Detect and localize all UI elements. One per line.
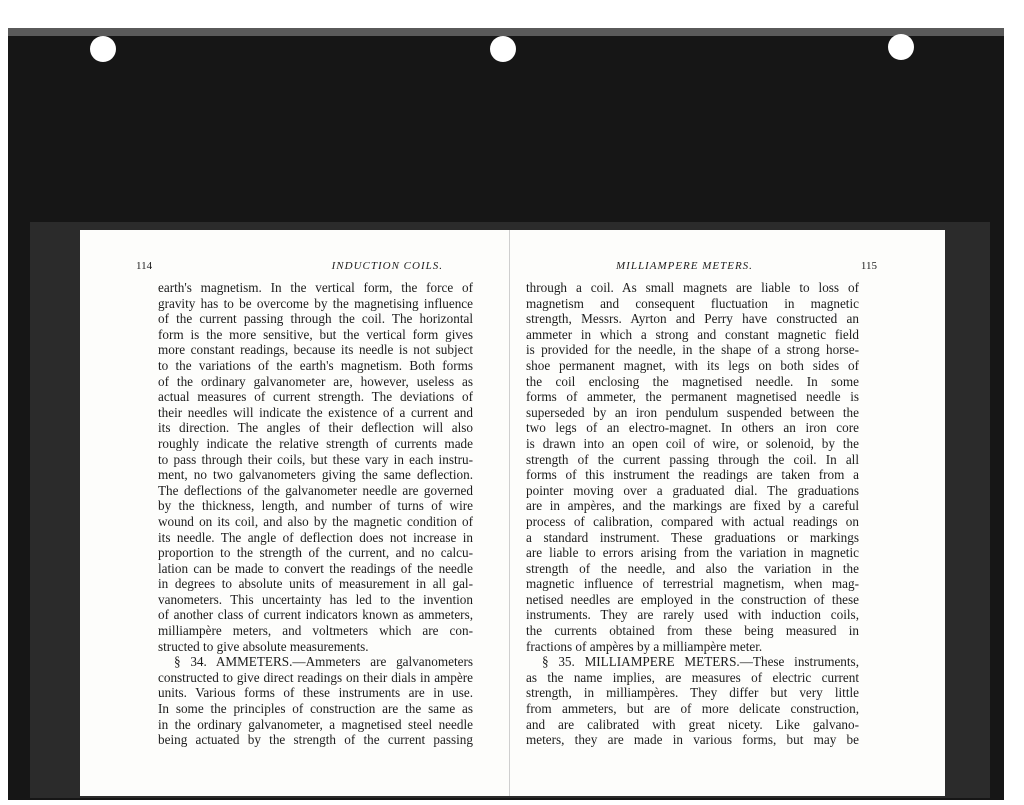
- left-page-number: 114: [136, 260, 153, 272]
- punch-hole-right: [888, 34, 914, 60]
- text-line: strength, in milliampères. They differ but very little: [526, 685, 859, 701]
- punch-hole-center: [490, 36, 516, 62]
- text-line: In some the principles of construction are the same as: [158, 701, 473, 717]
- right-page: [510, 230, 945, 796]
- text-line: form is the more sensitive, but the vertical form gives: [158, 326, 473, 342]
- section-heading-line: § 35. MILLIAMPERE METERS.—These instruments,: [542, 654, 859, 670]
- text-line: its needle. The angle of deflection does not increase in: [158, 529, 473, 545]
- text-line: netised needles are employed in the construction of these: [526, 591, 859, 607]
- text-line: in degrees to absolute units of measurement in all gal-: [158, 576, 473, 592]
- text-line: shoe permanent magnet, with its legs on both sides of: [526, 357, 859, 373]
- text-line: earth's magnetism. In the vertical form, the force of: [158, 280, 473, 295]
- text-line: roughly indicate the relative strength of currents made: [158, 435, 473, 451]
- text-line: units. Various forms of these instruments are in use.: [158, 685, 473, 701]
- text-line: instruments. They are rarely used with induction coils,: [526, 607, 859, 623]
- text-line: wound on its coil, and also by the magnetic condition of: [158, 513, 473, 529]
- text-line: lation can be made to convert the readings of the needle: [158, 560, 473, 576]
- left-text-block: [96, 280, 493, 748]
- text-line: being actuated by the strength of the current passing: [158, 732, 473, 748]
- text-line: as the name implies, are measures of electric current: [526, 669, 859, 685]
- text-line: its direction. The angles of their deflection will also: [158, 420, 473, 436]
- text-line: are in ampères, and the markings are fixed by a careful: [526, 498, 859, 514]
- text-line: ammeter in which a strong and constant magnetic field: [526, 326, 859, 342]
- text-line: superseded by an iron pendulum suspended between the: [526, 404, 859, 420]
- text-line: through a coil. As small magnets are liable to loss of: [526, 280, 859, 295]
- text-line: structed to give absolute measurements.: [158, 638, 369, 654]
- text-line: more constant readings, because its needle is not subject: [158, 342, 473, 358]
- text-line: magnetic influence of terrestrial magnetism, when mag-: [526, 576, 859, 592]
- text-line: fractions of ampères by a milliampère meter.: [526, 638, 763, 654]
- text-line: milliampère meters, and voltmeters which are con-: [158, 623, 473, 639]
- text-line: forms of this instrument the readings are taken from a: [526, 467, 859, 483]
- text-line: to the variations of the earth's magnetism. Both forms: [158, 357, 473, 373]
- text-line: actual measures of current strength. The deviations of: [158, 389, 473, 405]
- left-page: [80, 230, 510, 796]
- text-line: constructed to give direct readings on their dials in ampère: [158, 669, 473, 685]
- text-line: meters, they are made in various forms, but may be: [526, 732, 859, 748]
- text-line: and are calibrated with great nicety. Like galvano-: [526, 716, 859, 732]
- text-line: by the thickness, length, and number of turns of wire: [158, 498, 473, 514]
- text-line: strength of the needle, and also the variation in the: [526, 560, 859, 576]
- scanner-edge: [8, 28, 1004, 36]
- text-line: of the current passing through the coil. The horizontal: [158, 311, 473, 327]
- text-line: in the ordinary galvanometer, a magnetised steel needle: [158, 716, 473, 732]
- text-line: are liable to errors arising from the variation in magnetic: [526, 545, 859, 561]
- text-line: is provided for the needle, in the shape of a strong horse-: [526, 342, 859, 358]
- text-line: two legs of an electro-magnet. In others an iron core: [526, 420, 859, 436]
- text-line: of another class of current indicators known as ammeters,: [158, 607, 473, 623]
- text-line: from ammeters, but are of more delicate construction,: [526, 701, 859, 717]
- text-line: of the ordinary galvanometer are, however, useless as: [158, 373, 473, 389]
- text-line: forms of ammeter, the permanent magnetised needle is: [526, 389, 859, 405]
- text-line: proportion to the strength of the current, and no calcu-: [158, 545, 473, 561]
- text-line: their needles will indicate the existence of a current and: [158, 404, 473, 420]
- right-text-block: [526, 280, 929, 748]
- punch-hole-left: [90, 36, 116, 62]
- section-heading-line: § 34. AMMETERS.—Ammeters are galvanometers: [174, 654, 473, 670]
- text-line: The deflections of the galvanometer needle are governed: [158, 482, 473, 498]
- text-line: magnetism and consequent fluctuation in magnetic: [526, 295, 859, 311]
- text-line: gravity has to be overcome by the magnetising influence: [158, 295, 473, 311]
- right-page-number: 115: [860, 260, 877, 272]
- text-line: strength, Messrs. Ayrton and Perry have constructed an: [526, 311, 859, 327]
- text-line: the coil enclosing the magnetised needle. In some: [526, 373, 859, 389]
- text-line: ment, no two galvanometers giving the same deflection.: [158, 467, 473, 483]
- left-running-title: INDUCTION COILS.: [331, 260, 443, 272]
- text-line: pointer moving over a graduated dial. The graduations: [526, 482, 859, 498]
- text-line: strength of the current passing through the coil. In all: [526, 451, 859, 467]
- text-line: vanometers. This uncertainty has led to the invention: [158, 591, 473, 607]
- right-running-head: [526, 260, 929, 274]
- right-running-title: MILLIAMPERE METERS.: [616, 260, 753, 272]
- text-line: a standard instrument. These graduations or markings: [526, 529, 859, 545]
- text-line: to pass through their coils, but these vary in each instru-: [158, 451, 473, 467]
- text-line: is drawn into an open coil of wire, or solenoid, by the: [526, 435, 859, 451]
- left-running-head: [96, 260, 493, 274]
- text-line: the currents obtained from these being measured in: [526, 623, 859, 639]
- text-line: process of calibration, compared with actual readings on: [526, 513, 859, 529]
